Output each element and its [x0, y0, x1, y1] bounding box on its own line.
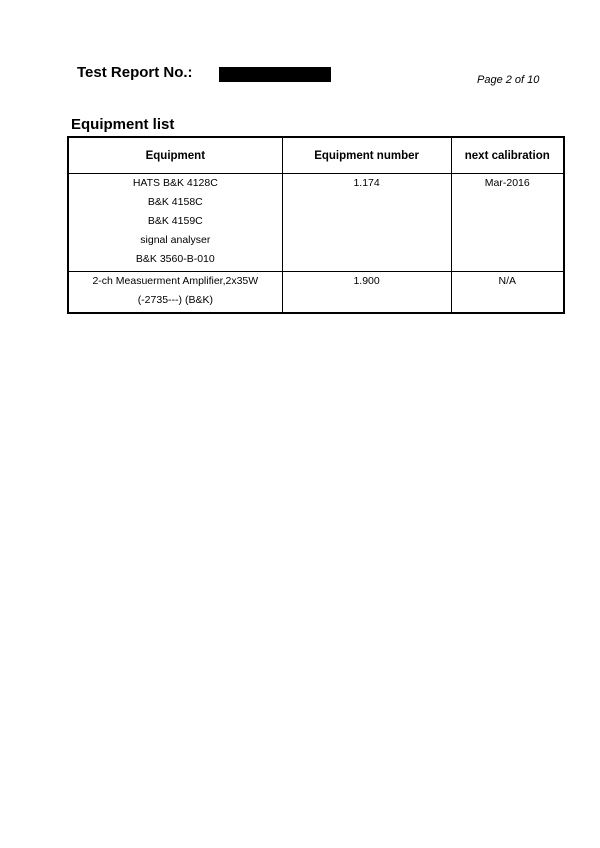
- equipment-line: B&K 4159C: [147, 215, 203, 227]
- column-header-equipment-number: Equipment number: [282, 137, 451, 174]
- table-header-row: [68, 137, 564, 174]
- equipment-line: signal analyser: [140, 234, 211, 246]
- equipment-line: B&K 3560-B-010: [135, 253, 215, 265]
- next-calibration: N/A: [498, 275, 517, 287]
- equipment-number-cell: [282, 174, 451, 272]
- equipment-line: 2-ch Measuerment Amplifier,2x35W: [92, 275, 259, 287]
- table-row: [68, 272, 564, 314]
- equipment-line: B&K 4158C: [147, 196, 203, 208]
- equipment-cell: [68, 174, 282, 272]
- equipment-number-cell: [282, 272, 451, 314]
- report-title: Test Report No.:: [77, 64, 193, 81]
- page-number: Page 2 of 10: [477, 74, 540, 86]
- equipment-line: HATS B&K 4128C: [132, 177, 218, 189]
- equipment-cell: [68, 272, 282, 314]
- equipment-table: [67, 136, 565, 314]
- next-calibration: Mar-2016: [484, 177, 530, 189]
- column-header-next-calibration: next calibration: [451, 137, 564, 174]
- next-calibration-cell: [451, 174, 564, 272]
- column-header-equipment: Equipment: [68, 137, 282, 174]
- equipment-line: (-2735---) (B&K): [137, 294, 213, 306]
- next-calibration-cell: [451, 272, 564, 314]
- equipment-number: 1.174: [353, 177, 380, 189]
- table-row: [68, 174, 564, 272]
- redacted-report-number: [219, 67, 331, 82]
- section-heading: Equipment list: [71, 116, 175, 133]
- equipment-number: 1.900: [353, 275, 380, 287]
